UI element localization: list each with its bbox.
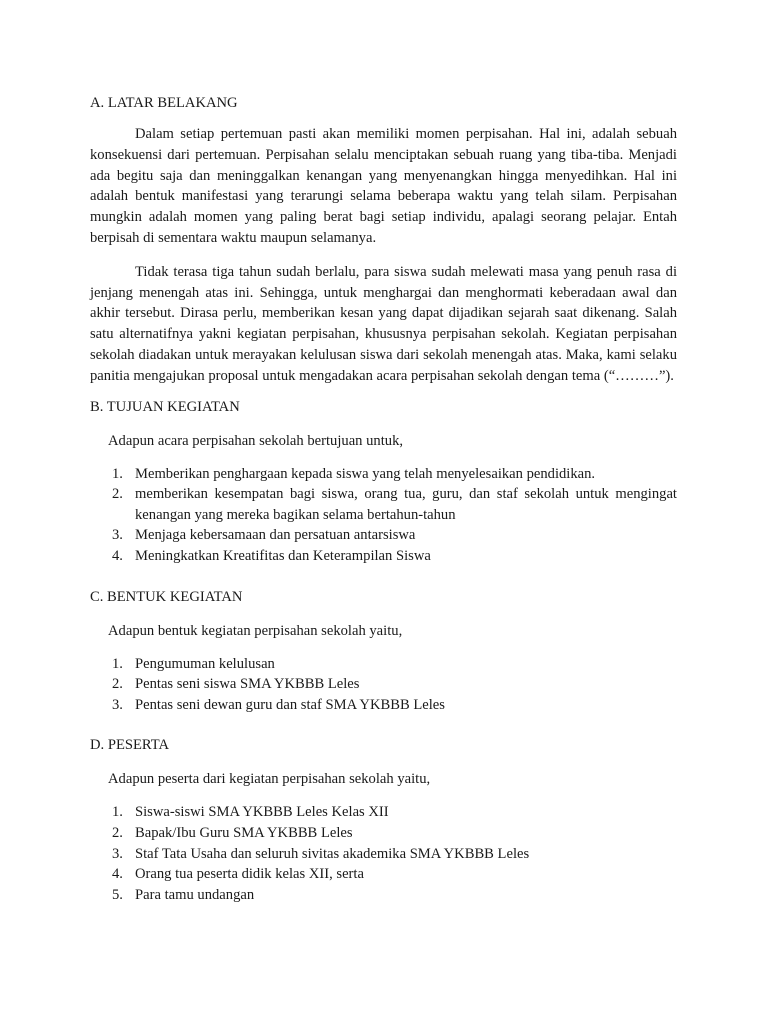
list-number: 1.	[112, 465, 123, 482]
list-number: 1.	[112, 655, 123, 672]
list-item-text: Meningkatkan Kreatifitas dan Keterampilan Siswa	[135, 547, 431, 564]
list-number: 3.	[112, 527, 123, 544]
list-item	[90, 802, 677, 823]
list-item-text: Staf Tata Usaha dan seluruh sivitas akademika SMA YKBBB Leles	[135, 845, 530, 862]
list-number: 1.	[112, 804, 123, 821]
goals-list	[90, 464, 677, 567]
list-item	[90, 654, 677, 675]
list-number: 2.	[112, 824, 123, 841]
list-item	[90, 864, 677, 885]
section-b-heading: B. TUJUAN KEGIATAN	[90, 398, 240, 415]
activities-intro: Adapun bentuk kegiatan perpisahan sekolah yaitu,	[108, 622, 403, 639]
list-item-text: Menjaga kebersamaan dan persatuan antarsiswa	[135, 527, 416, 544]
section-c-heading: C. BENTUK KEGIATAN	[90, 588, 243, 605]
list-number: 5.	[112, 886, 123, 903]
list-item	[90, 546, 677, 567]
goals-intro: Adapun acara perpisahan sekolah bertujuan untuk,	[108, 432, 404, 449]
background-paragraph-2: Tidak terasa tiga tahun sudah berlalu, para siswa sudah melewati masa yang penuh rasa di jenjang menengah atas ini. Sehingga, untuk menghargai dan menghormati keberadaan awal dan akhir tersebut. Dirasa perlu, memberikan kesan yang dapat dijadikan sejarah saat dikenang. Salah satu alternatifnya yakni kegiatan perpisahan, khususnya perpisahan sekolah. Kegiatan perpisahan sekolah diadakan untuk merayakan kelulusan siswa dari sekolah menengah atas. Maka, kami selaku panitia mengajukan proposal untuk mengadakan acara perpisahan sekolah dengan tema (“………”).	[90, 263, 677, 384]
list-item-text: Pentas seni dewan guru dan staf SMA YKBBB Leles	[135, 696, 445, 713]
list-item	[90, 885, 677, 906]
participants-intro: Adapun peserta dari kegiatan perpisahan sekolah yaitu,	[108, 771, 431, 788]
section-a-heading: A. LATAR BELAKANG	[90, 95, 238, 111]
list-item-text: Pentas seni siswa SMA YKBBB Leles	[135, 676, 360, 693]
background-paragraph-1: Dalam setiap pertemuan pasti akan memiliki momen perpisahan. Hal ini, adalah sebuah konsekuensi dari pertemuan. Perpisahan selalu menciptakan sebuah ruang yang tiba-tiba. Menjadi ada begitu saja dan meninggalkan kenangan yang menyenangkan hingga menyedihkan. Hal ini adalah bentuk manifestasi yang terarungi selama beberapa waktu yang telah silam. Perpisahan mungkin adalah momen yang paling berat bagi setiap individu, apalagi seorang pelajar. Entah berpisah di sementara waktu maupun selamanya.	[90, 126, 677, 246]
section-d-heading: D. PESERTA	[90, 737, 170, 754]
list-item	[90, 484, 677, 525]
list-item	[90, 844, 677, 865]
participants-list	[90, 802, 677, 905]
list-item-text: Siswa-siswi SMA YKBBB Leles Kelas XII	[135, 804, 389, 821]
list-item-text: Bapak/Ibu Guru SMA YKBBB Leles	[135, 824, 353, 841]
list-item-text: Pengumuman kelulusan	[135, 655, 275, 672]
list-item-text: Memberikan penghargaan kepada siswa yang telah menyelesaikan pendidikan.	[135, 465, 596, 482]
list-number: 3.	[112, 696, 123, 713]
list-item-text: memberikan kesempatan bagi siswa, orang tua, guru, dan staf sekolah untuk mengingat kenangan yang mereka bagikan selama bertahun-tahun	[135, 486, 677, 523]
list-number: 3.	[112, 845, 123, 862]
list-number: 4.	[112, 866, 123, 883]
list-item-text: Para tamu undangan	[135, 886, 255, 903]
list-item	[90, 695, 677, 716]
list-item	[90, 464, 677, 485]
list-number: 2.	[112, 486, 123, 503]
list-item	[90, 823, 677, 844]
list-item	[90, 674, 677, 695]
list-number: 2.	[112, 676, 123, 693]
list-item-text: Orang tua peserta didik kelas XII, serta	[135, 866, 364, 883]
list-number: 4.	[112, 547, 123, 564]
activities-list	[90, 654, 677, 716]
document-body	[90, 93, 677, 905]
list-item	[90, 525, 677, 546]
